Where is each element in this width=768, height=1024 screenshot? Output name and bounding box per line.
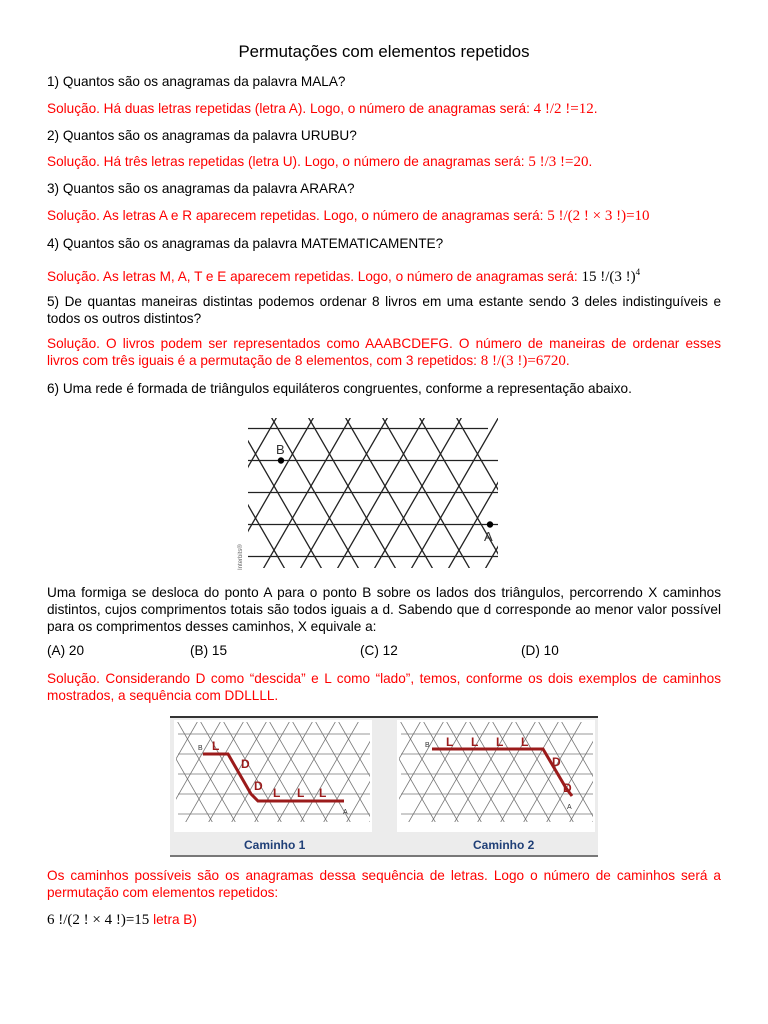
solution-6: Solução. Considerando D como “descida” e L como “lado”, temos, conforme os dois exemplos de caminhos mostrados, a sequência com DDLLLL. — [47, 671, 721, 703]
path-2-caption: Caminho 2 — [473, 838, 535, 852]
path-1-point-b: B — [198, 745, 203, 752]
path-2-point-b: B — [425, 742, 430, 749]
point-b-marker — [278, 457, 284, 463]
solution-3 — [47, 207, 721, 225]
final-answer-line — [47, 911, 721, 929]
path-2-label-l2: L — [471, 735, 479, 749]
question-4: 4) Quantos são os anagramas da palavra MATEMATICAMENTE? — [47, 236, 444, 251]
path-1-label-d1: D — [241, 757, 250, 771]
question-6-statement: Uma formiga se desloca do ponto A para o ponto B sobre os lados dos triângulos, percorrendo X caminhos distintos, cujos comprimentos totais são todos iguais a d. Sabendo que d corresponde ao menor valor possível para os comprimentos desses caminhos, X equivale a: — [47, 585, 721, 634]
solution-2-end: . — [588, 154, 593, 169]
solution-3-text: Solução. As letras A e R aparecem repetidas. Logo, o número de anagramas será: — [47, 208, 544, 223]
formula-4-exponent: 4 — [635, 267, 641, 277]
option-b: (B) 15 — [190, 643, 228, 658]
solution-4 — [47, 264, 721, 286]
solution-1-end: . — [593, 101, 598, 116]
option-c: (C) 12 — [360, 643, 398, 658]
solution-5-end: . — [565, 353, 570, 368]
page-title: Permutações com elementos repetidos — [238, 42, 530, 61]
option-a: (A) 20 — [47, 643, 85, 658]
solution-2 — [47, 153, 721, 171]
question-1: 1) Quantos são os anagramas da palavra MALA? — [47, 74, 346, 89]
formula-4-base: 15 !/(3 !) — [581, 269, 636, 285]
final-answer: letra B) — [149, 912, 197, 927]
path-1-caption: Caminho 1 — [244, 838, 306, 852]
solution-4-text: Solução. As letras M, A, T e E aparecem repetidas. Logo, o número de anagramas será: — [47, 269, 578, 284]
formula-1: 4 !/2 !=12 — [533, 101, 594, 117]
solution-1 — [47, 100, 721, 118]
final-formula: 6 !/(2 ! × 4 !)=15 — [47, 912, 150, 928]
formula-3: 5 !/(2 ! × 3 !)=10 — [547, 208, 650, 224]
question-6: 6) Uma rede é formada de triângulos equiláteros congruentes, conforme a representação abaixo. — [47, 381, 632, 396]
question-2: 2) Quantos são os anagramas da palavra URUBU? — [47, 128, 357, 143]
triangle-grid-figure — [230, 410, 508, 575]
formula-4 — [582, 269, 641, 285]
solution-5-text: Solução. O livros podem ser representados como AAABCDEFG. O número de maneiras de ordenar esses livros com três iguais é a permutação de 8 elementos, com 3 repetidos: — [47, 336, 721, 368]
path-1-label-d2: D — [254, 779, 263, 793]
question-3: 3) Quantos são os anagramas da palavra ARARA? — [47, 181, 355, 196]
point-a-label: A — [484, 529, 493, 544]
path-1-label-l4: L — [319, 786, 327, 800]
path-2-label-l4: L — [521, 735, 529, 749]
figure-watermark: Interbits® — [238, 544, 244, 570]
solution-5 — [47, 335, 721, 370]
formula-5: 8 !/(3 !)=6720 — [480, 353, 566, 369]
point-a-marker — [487, 521, 493, 527]
path-1-label-l1: L — [212, 739, 220, 753]
path-2-point-a: A — [567, 804, 572, 811]
solution-2-text: Solução. Há três letras repetidas (letra U). Logo, o número de anagramas será: — [47, 154, 525, 169]
conclusion-text: Os caminhos possíveis são os anagramas dessa sequência de letras. Logo o número de caminhos será a permutação com elementos repetidos: — [47, 868, 721, 900]
path-2-label-l3: L — [496, 735, 504, 749]
solution-1-text: Solução. Há duas letras repetidas (letra A). Logo, o número de anagramas será: — [47, 101, 530, 116]
path-1-label-l2: L — [273, 786, 281, 800]
path-2-label-d2: D — [563, 781, 572, 795]
path-2-label-d1: D — [552, 755, 561, 769]
path-1-label-l3: L — [297, 786, 305, 800]
path-examples-figure — [170, 716, 598, 857]
option-d: (D) 10 — [521, 643, 559, 658]
question-5: 5) De quantas maneiras distintas podemos ordenar 8 livros em uma estante sendo 3 deles indistinguíveis e todos os outros distintos? — [47, 294, 721, 326]
path-1-point-a: A — [343, 809, 348, 816]
formula-2: 5 !/3 !=20 — [528, 154, 589, 170]
grid-lines — [230, 410, 508, 575]
point-b-label: B — [276, 442, 285, 457]
path-2-label-l1: L — [446, 735, 454, 749]
